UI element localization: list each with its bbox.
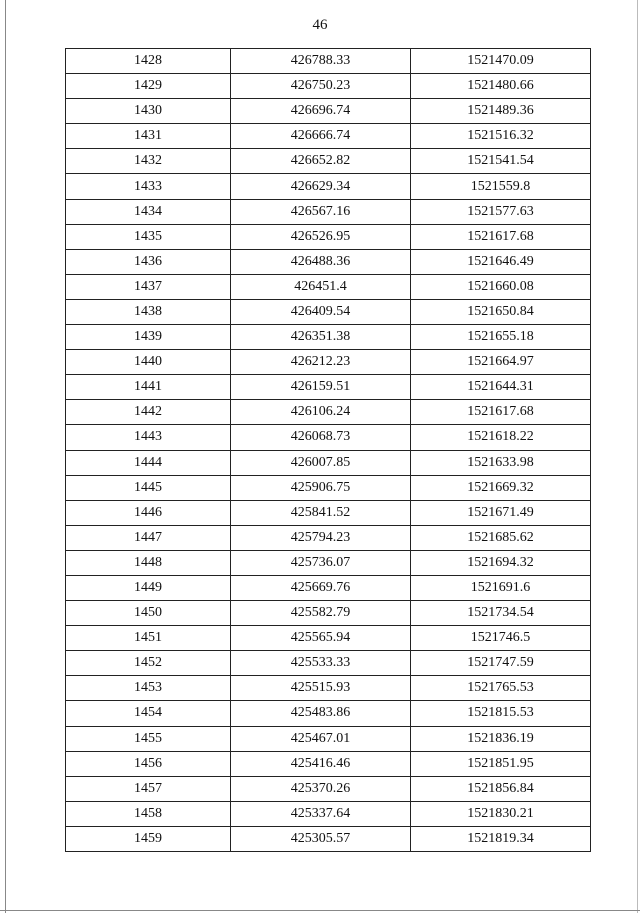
x-coordinate-cell: 426750.23 bbox=[231, 74, 411, 99]
table-row bbox=[66, 550, 591, 575]
x-coordinate-cell: 426567.16 bbox=[231, 199, 411, 224]
x-coordinate-cell: 425483.86 bbox=[231, 701, 411, 726]
table-row bbox=[66, 124, 591, 149]
table-row bbox=[66, 801, 591, 826]
table-row bbox=[66, 826, 591, 851]
table-row bbox=[66, 776, 591, 801]
table-row bbox=[66, 299, 591, 324]
point-number-cell: 1448 bbox=[66, 550, 231, 575]
page-edge-right bbox=[637, 0, 638, 913]
x-coordinate-cell: 426488.36 bbox=[231, 249, 411, 274]
point-number-cell: 1439 bbox=[66, 325, 231, 350]
point-number-cell: 1441 bbox=[66, 375, 231, 400]
coordinates-table bbox=[65, 48, 591, 852]
y-coordinate-cell: 1521856.84 bbox=[411, 776, 591, 801]
y-coordinate-cell: 1521489.36 bbox=[411, 99, 591, 124]
table-row bbox=[66, 49, 591, 74]
x-coordinate-cell: 426451.4 bbox=[231, 274, 411, 299]
x-coordinate-cell: 425370.26 bbox=[231, 776, 411, 801]
y-coordinate-cell: 1521746.5 bbox=[411, 626, 591, 651]
table-row bbox=[66, 199, 591, 224]
table-row bbox=[66, 651, 591, 676]
x-coordinate-cell: 426351.38 bbox=[231, 325, 411, 350]
x-coordinate-cell: 426526.95 bbox=[231, 224, 411, 249]
y-coordinate-cell: 1521669.32 bbox=[411, 475, 591, 500]
x-coordinate-cell: 425416.46 bbox=[231, 751, 411, 776]
table-row bbox=[66, 726, 591, 751]
table-row bbox=[66, 149, 591, 174]
y-coordinate-cell: 1521470.09 bbox=[411, 49, 591, 74]
y-coordinate-cell: 1521655.18 bbox=[411, 325, 591, 350]
x-coordinate-cell: 425515.93 bbox=[231, 676, 411, 701]
x-coordinate-cell: 425906.75 bbox=[231, 475, 411, 500]
y-coordinate-cell: 1521617.68 bbox=[411, 224, 591, 249]
point-number-cell: 1455 bbox=[66, 726, 231, 751]
point-number-cell: 1437 bbox=[66, 274, 231, 299]
y-coordinate-cell: 1521644.31 bbox=[411, 375, 591, 400]
x-coordinate-cell: 426652.82 bbox=[231, 149, 411, 174]
point-number-cell: 1428 bbox=[66, 49, 231, 74]
y-coordinate-cell: 1521480.66 bbox=[411, 74, 591, 99]
x-coordinate-cell: 426788.33 bbox=[231, 49, 411, 74]
table-row bbox=[66, 525, 591, 550]
table-row bbox=[66, 375, 591, 400]
table-row bbox=[66, 751, 591, 776]
y-coordinate-cell: 1521671.49 bbox=[411, 500, 591, 525]
y-coordinate-cell: 1521747.59 bbox=[411, 651, 591, 676]
x-coordinate-cell: 426106.24 bbox=[231, 400, 411, 425]
x-coordinate-cell: 425467.01 bbox=[231, 726, 411, 751]
x-coordinate-cell: 426696.74 bbox=[231, 99, 411, 124]
x-coordinate-cell: 425533.33 bbox=[231, 651, 411, 676]
table-row bbox=[66, 701, 591, 726]
point-number-cell: 1449 bbox=[66, 575, 231, 600]
point-number-cell: 1430 bbox=[66, 99, 231, 124]
table-row bbox=[66, 450, 591, 475]
y-coordinate-cell: 1521830.21 bbox=[411, 801, 591, 826]
point-number-cell: 1433 bbox=[66, 174, 231, 199]
y-coordinate-cell: 1521660.08 bbox=[411, 274, 591, 299]
y-coordinate-cell: 1521618.22 bbox=[411, 425, 591, 450]
y-coordinate-cell: 1521617.68 bbox=[411, 400, 591, 425]
y-coordinate-cell: 1521836.19 bbox=[411, 726, 591, 751]
y-coordinate-cell: 1521633.98 bbox=[411, 450, 591, 475]
x-coordinate-cell: 426007.85 bbox=[231, 450, 411, 475]
point-number-cell: 1443 bbox=[66, 425, 231, 450]
page-number: 46 bbox=[312, 17, 328, 33]
table-row bbox=[66, 676, 591, 701]
y-coordinate-cell: 1521577.63 bbox=[411, 199, 591, 224]
y-coordinate-cell: 1521815.53 bbox=[411, 701, 591, 726]
x-coordinate-cell: 425305.57 bbox=[231, 826, 411, 851]
y-coordinate-cell: 1521734.54 bbox=[411, 601, 591, 626]
y-coordinate-cell: 1521646.49 bbox=[411, 249, 591, 274]
x-coordinate-cell: 426666.74 bbox=[231, 124, 411, 149]
x-coordinate-cell: 425841.52 bbox=[231, 500, 411, 525]
table-row bbox=[66, 74, 591, 99]
point-number-cell: 1447 bbox=[66, 525, 231, 550]
point-number-cell: 1458 bbox=[66, 801, 231, 826]
coordinates-table-body bbox=[66, 49, 591, 852]
point-number-cell: 1438 bbox=[66, 299, 231, 324]
point-number-cell: 1452 bbox=[66, 651, 231, 676]
x-coordinate-cell: 426212.23 bbox=[231, 350, 411, 375]
point-number-cell: 1454 bbox=[66, 701, 231, 726]
table-row bbox=[66, 626, 591, 651]
table-row bbox=[66, 475, 591, 500]
table-row bbox=[66, 575, 591, 600]
y-coordinate-cell: 1521664.97 bbox=[411, 350, 591, 375]
point-number-cell: 1445 bbox=[66, 475, 231, 500]
x-coordinate-cell: 426159.51 bbox=[231, 375, 411, 400]
table-row bbox=[66, 425, 591, 450]
x-coordinate-cell: 426629.34 bbox=[231, 174, 411, 199]
table-row bbox=[66, 601, 591, 626]
table-row bbox=[66, 274, 591, 299]
table-row bbox=[66, 500, 591, 525]
point-number-cell: 1432 bbox=[66, 149, 231, 174]
y-coordinate-cell: 1521691.6 bbox=[411, 575, 591, 600]
point-number-cell: 1436 bbox=[66, 249, 231, 274]
table-row bbox=[66, 224, 591, 249]
point-number-cell: 1440 bbox=[66, 350, 231, 375]
x-coordinate-cell: 425565.94 bbox=[231, 626, 411, 651]
table-row bbox=[66, 174, 591, 199]
table-row bbox=[66, 400, 591, 425]
point-number-cell: 1459 bbox=[66, 826, 231, 851]
point-number-cell: 1453 bbox=[66, 676, 231, 701]
page-edge-left bbox=[5, 0, 6, 913]
x-coordinate-cell: 425582.79 bbox=[231, 601, 411, 626]
x-coordinate-cell: 426409.54 bbox=[231, 299, 411, 324]
x-coordinate-cell: 425337.64 bbox=[231, 801, 411, 826]
page-edge-bottom bbox=[0, 910, 640, 911]
y-coordinate-cell: 1521851.95 bbox=[411, 751, 591, 776]
table-row bbox=[66, 249, 591, 274]
point-number-cell: 1444 bbox=[66, 450, 231, 475]
x-coordinate-cell: 425794.23 bbox=[231, 525, 411, 550]
point-number-cell: 1434 bbox=[66, 199, 231, 224]
point-number-cell: 1435 bbox=[66, 224, 231, 249]
y-coordinate-cell: 1521685.62 bbox=[411, 525, 591, 550]
y-coordinate-cell: 1521650.84 bbox=[411, 299, 591, 324]
point-number-cell: 1457 bbox=[66, 776, 231, 801]
point-number-cell: 1456 bbox=[66, 751, 231, 776]
y-coordinate-cell: 1521541.54 bbox=[411, 149, 591, 174]
table-row bbox=[66, 325, 591, 350]
y-coordinate-cell: 1521516.32 bbox=[411, 124, 591, 149]
table-row bbox=[66, 350, 591, 375]
point-number-cell: 1431 bbox=[66, 124, 231, 149]
x-coordinate-cell: 425736.07 bbox=[231, 550, 411, 575]
x-coordinate-cell: 426068.73 bbox=[231, 425, 411, 450]
point-number-cell: 1429 bbox=[66, 74, 231, 99]
y-coordinate-cell: 1521694.32 bbox=[411, 550, 591, 575]
point-number-cell: 1446 bbox=[66, 500, 231, 525]
y-coordinate-cell: 1521765.53 bbox=[411, 676, 591, 701]
table-row bbox=[66, 99, 591, 124]
point-number-cell: 1442 bbox=[66, 400, 231, 425]
y-coordinate-cell: 1521819.34 bbox=[411, 826, 591, 851]
point-number-cell: 1450 bbox=[66, 601, 231, 626]
point-number-cell: 1451 bbox=[66, 626, 231, 651]
x-coordinate-cell: 425669.76 bbox=[231, 575, 411, 600]
y-coordinate-cell: 1521559.8 bbox=[411, 174, 591, 199]
